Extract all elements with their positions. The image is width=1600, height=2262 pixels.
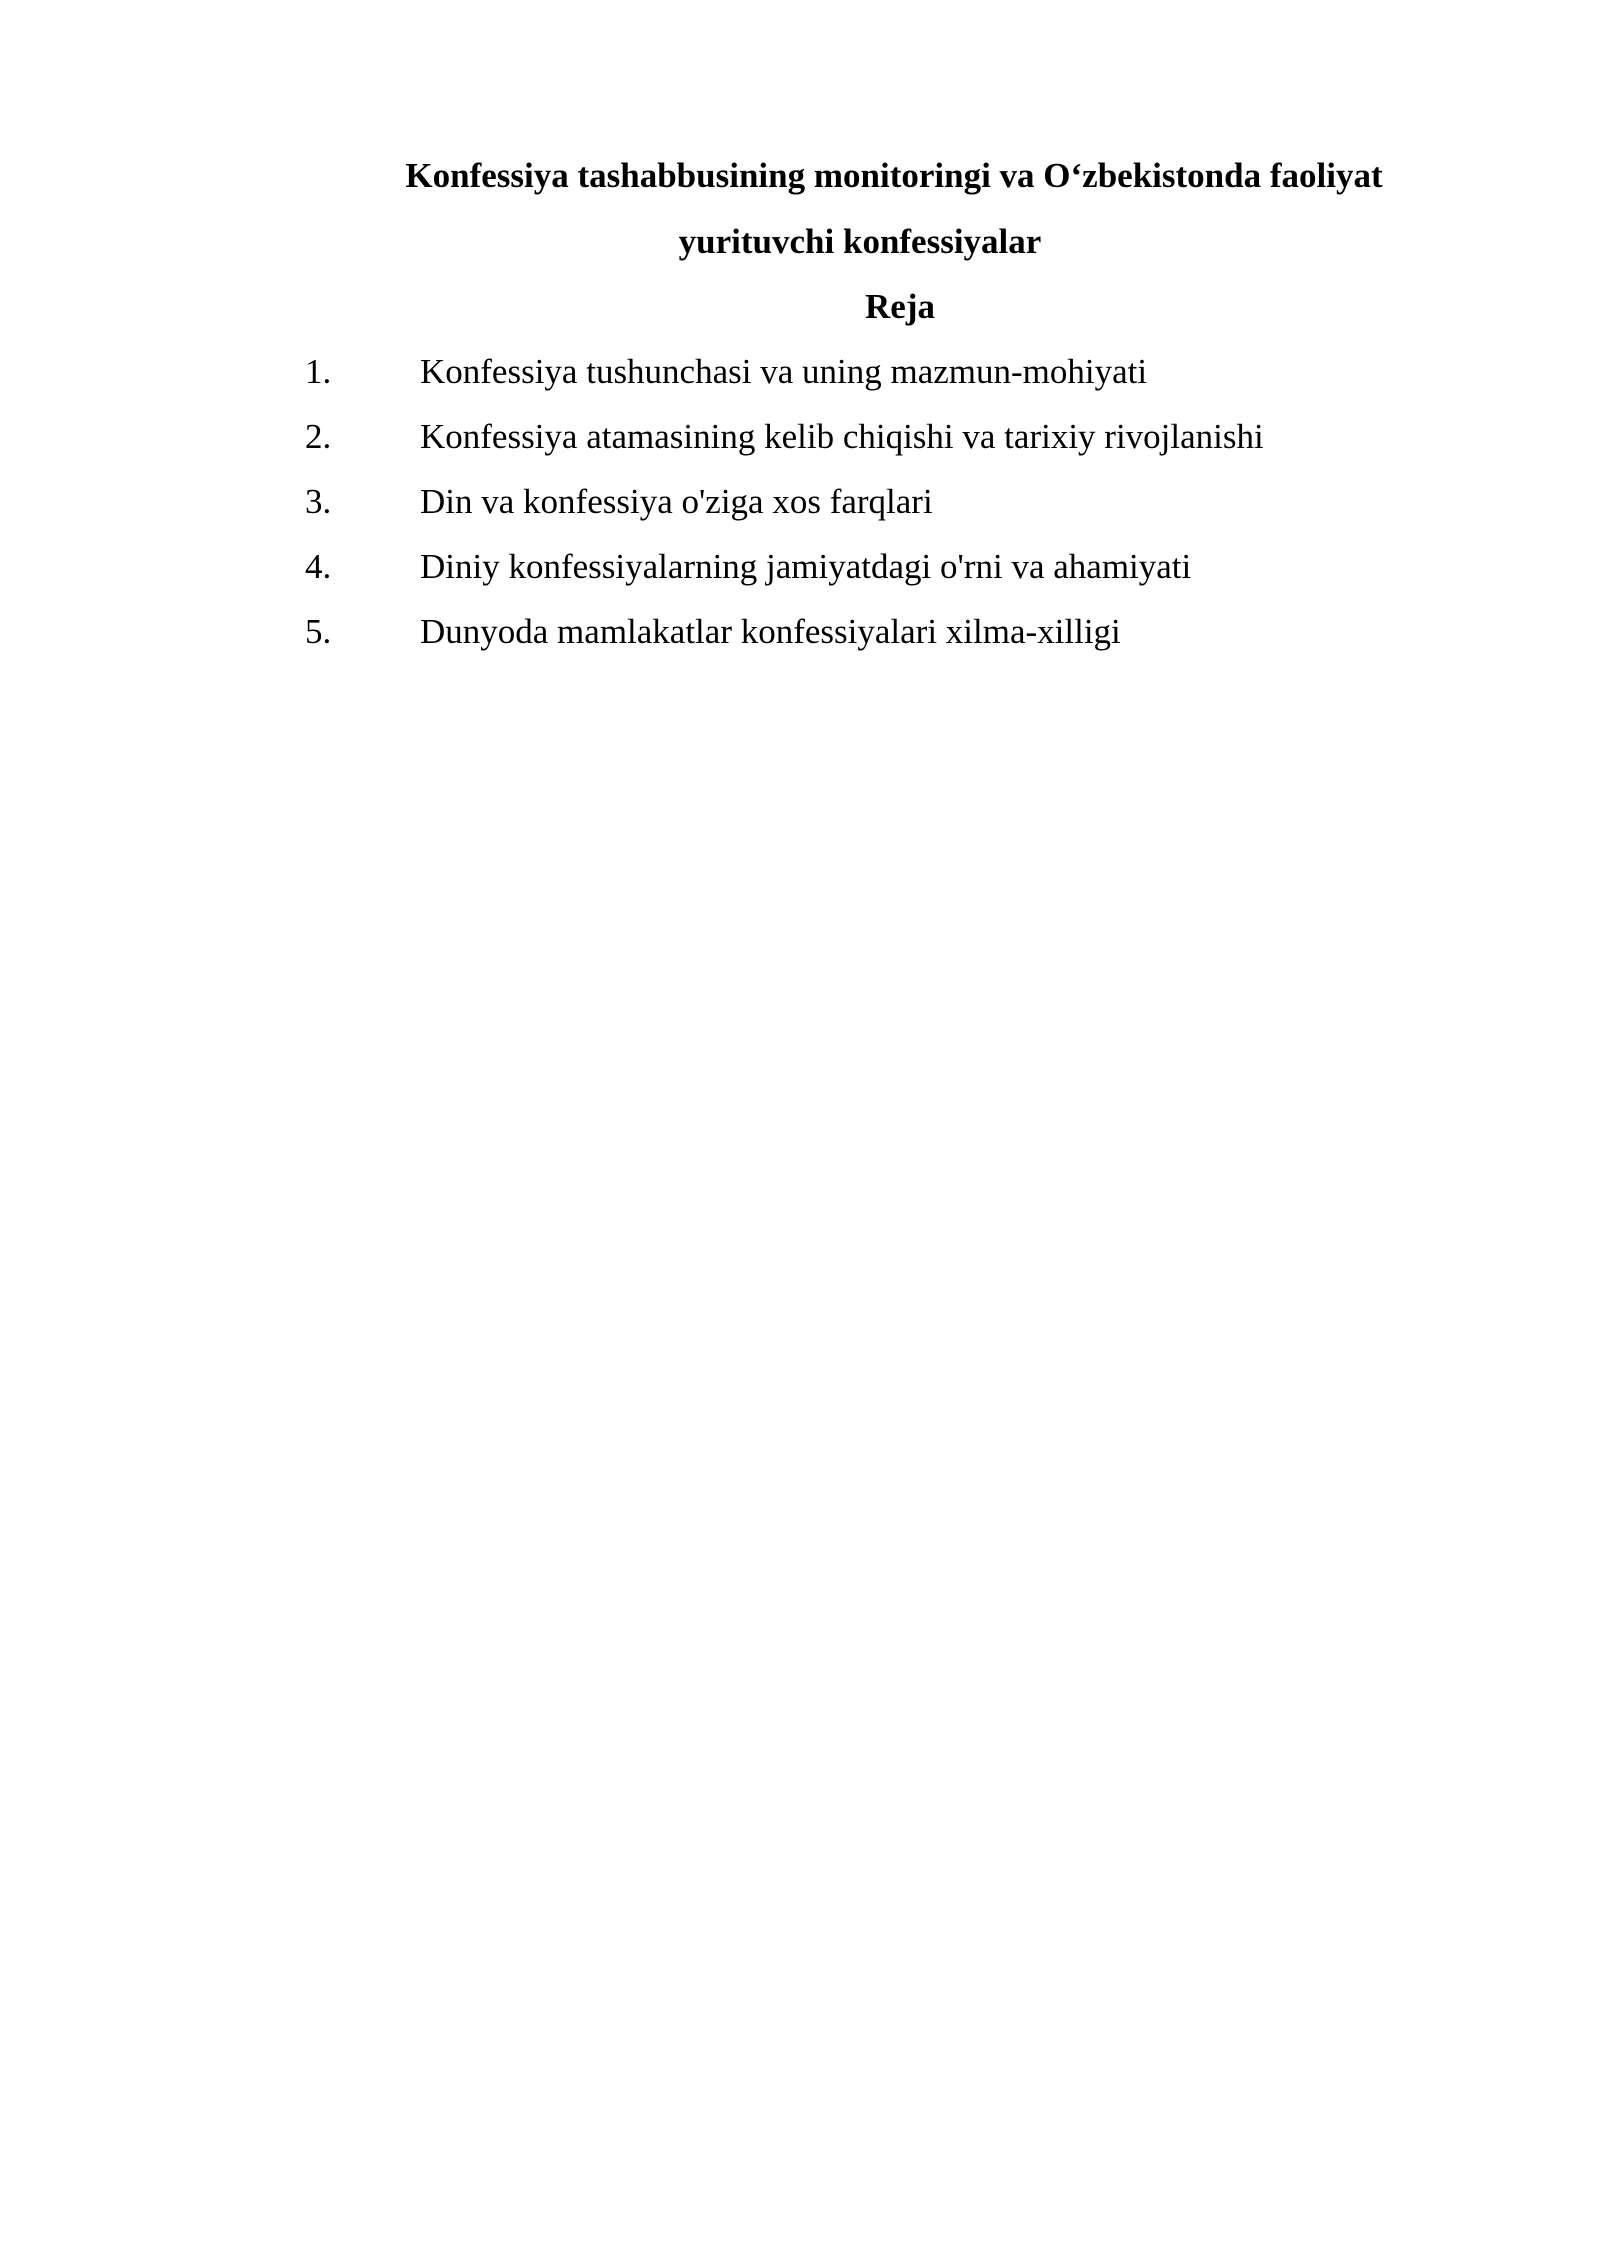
plan-item-number: 2.	[305, 417, 332, 456]
document-title-line-1: Konfessiya tashabbusining monitoringi va O‘zbekistonda faoliyat	[405, 156, 1383, 195]
plan-item-number: 4.	[305, 547, 332, 586]
plan-item-number: 1.	[305, 352, 332, 391]
plan-item-text: Diniy konfessiyalarning jamiyatdagi o'rni va ahamiyati	[420, 547, 1192, 586]
plan-item	[305, 612, 1264, 677]
plan-list	[305, 352, 1264, 677]
plan-item-text: Din va konfessiya o'ziga xos farqlari	[420, 482, 933, 521]
plan-item-text: Konfessiya atamasining kelib chiqishi va tarixiy rivojlanishi	[420, 417, 1264, 456]
plan-item-number: 5.	[305, 612, 332, 651]
plan-item	[305, 482, 1264, 547]
plan-item-text: Konfessiya tushunchasi va uning mazmun-mohiyati	[420, 352, 1148, 391]
plan-item	[305, 352, 1264, 417]
document-title-line-2: yurituvchi konfessiyalar	[678, 222, 1042, 261]
plan-item	[305, 417, 1264, 482]
plan-item-number: 3.	[305, 482, 332, 521]
plan-item-text: Dunyoda mamlakatlar konfessiyalari xilma-xilligi	[420, 612, 1121, 651]
plan-heading: Reja	[865, 287, 935, 326]
plan-item	[305, 547, 1264, 612]
